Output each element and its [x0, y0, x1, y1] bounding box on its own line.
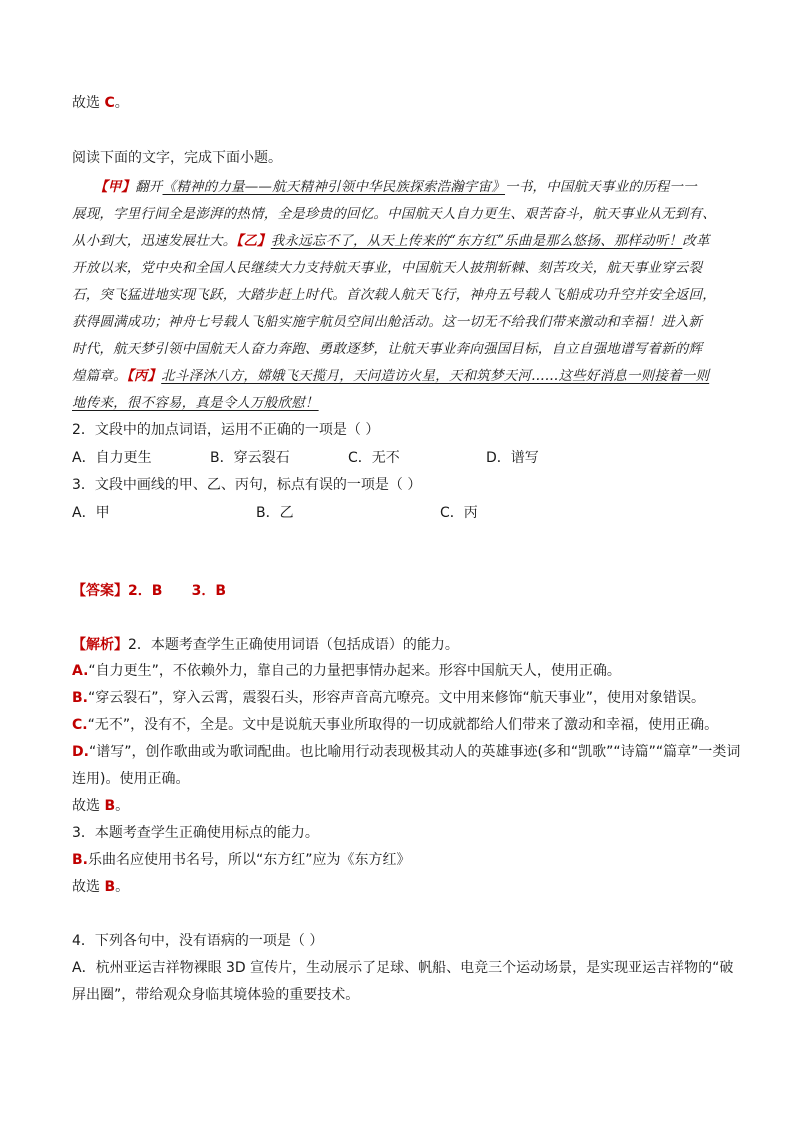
passage-line-9: 地传来，很不容易，真是令人万般欣慰！	[72, 395, 319, 411]
answer-line	[72, 581, 226, 601]
analysis-letter: B.	[72, 690, 88, 706]
analysis-text: “穿云裂石”，穿入云霄，震裂石头，形容声音高亢嘹亮。文中用来修饰“航天事业”，使用对象错误。	[88, 690, 706, 706]
analysis-choose-2	[72, 877, 129, 897]
reading-instruction: 阅读下面的文字，完成下面小题。	[72, 150, 282, 166]
analysis-text: “自力更生”，不依赖外力，靠自己的力量把事情办起来。形容中国航天人，使用正确。	[88, 663, 621, 679]
passage-mark-bing: 【丙】	[126, 368, 162, 384]
q2-option-c[interactable]: C．无不	[348, 450, 400, 466]
passage-text: 一书，中国航天事业的历程一一	[505, 179, 697, 195]
analysis-letter: D.	[72, 744, 89, 760]
passage-text: 煌篇章。	[72, 368, 127, 384]
passage-text: 从小到大，迅速发展壮大。	[72, 233, 237, 249]
answer-prefix: 故选	[72, 95, 105, 111]
analysis-c	[72, 715, 718, 735]
q3-option-b[interactable]: B．乙	[256, 505, 294, 521]
analysis-letter: A.	[72, 663, 89, 679]
answer-letter: B	[104, 798, 116, 814]
answer-suffix: 。	[115, 879, 130, 895]
passage-line-8	[72, 366, 709, 386]
q2-option-d[interactable]: D．谱写	[486, 450, 539, 466]
q4-option-a-line1[interactable]: A．杭州亚运吉祥物裸眼 3D 宣传片，生动展示了足球、帆船、电竞三个运动场景，是实现亚运吉祥物的“破	[72, 960, 734, 976]
analysis-choose-1	[72, 796, 129, 816]
passage-text: 改革	[682, 233, 710, 249]
analysis-heading	[72, 635, 459, 655]
passage-underlined-yi: 我永远忘不了，从天上传来的“东方红”乐曲是那么悠扬、那样动听！	[270, 233, 683, 249]
analysis-d	[72, 742, 740, 762]
analysis-text: “无不”，没有不，全是。文中是说航天事业所取得的一切成就都给人们带来了激动和幸福，使用正确。	[87, 717, 719, 733]
analysis-d-cont: 连用)。使用正确。	[72, 771, 190, 787]
answer-text: 2．B 3．B	[128, 583, 227, 599]
answer-prefix: 故选	[72, 798, 105, 814]
passage-line-7: 时代，航天梦引领中国航天人奋力奔跑、勇敢逐梦，让航天事业奔向强国目标，自立自强地谱写着新的辉	[72, 341, 703, 357]
analysis-head-text: 2．本题考查学生正确使用词语（包括成语）的能力。	[128, 637, 459, 653]
question-4-stem: 4．下列各句中，没有语病的一项是（ ）	[72, 933, 324, 949]
passage-line-1	[94, 177, 697, 197]
answer-suffix: 。	[114, 95, 129, 111]
passage-mark-yi: 【乙】	[236, 233, 271, 249]
analysis-text: “谱写”，创作歌曲或为歌词配曲。也比喻用行动表现极其动人的英雄事迹(多和“凯歌”“诗篇”“篇章”一类词	[88, 744, 741, 760]
q2-option-b[interactable]: B．穿云裂石	[210, 450, 290, 466]
analysis-q3-b	[72, 850, 411, 870]
question-2-stem: 2．文段中的加点词语，运用不正确的一项是（ ）	[72, 422, 380, 438]
q4-option-a-line2[interactable]: 屏出圈”，带给观众身临其境体验的重要技术。	[72, 987, 360, 1003]
analysis-b	[72, 688, 705, 708]
analysis-letter: C.	[72, 717, 88, 733]
passage-mark-jia: 【甲】	[94, 179, 136, 195]
answer-letter: C	[104, 95, 115, 111]
q3-option-a[interactable]: A．甲	[72, 505, 110, 521]
analysis-text: 乐曲名应使用书名号，所以“东方红”应为《东方红》	[88, 852, 411, 868]
answer-suffix: 。	[115, 798, 130, 814]
passage-line-6: 获得圆满成功；神舟七号载人飞船实施宇航员空间出舱活动。这一切无不给我们带来激动和幸福！进入新	[72, 314, 703, 330]
q3-option-c[interactable]: C．丙	[440, 505, 478, 521]
analysis-q3-heading: 3．本题考查学生正确使用标点的能力。	[72, 825, 319, 841]
passage-underlined-jia: 《精神的力量——航天精神引领中华民族探索浩瀚宇宙》	[162, 179, 506, 195]
question-3-stem: 3．文段中画线的甲、乙、丙句，标点有误的一项是（ ）	[72, 477, 422, 493]
passage-line-5: 石，突飞猛进地实现飞跃，大踏步赶上时代。首次载人航天飞行，神舟五号载人飞船成功升空并安全返回，	[72, 287, 716, 303]
passage-line-4: 开放以来，党中央和全国人民继续大力支持航天事业，中国航天人披荆斩棘、刻苦攻关，航天事业穿云裂	[72, 260, 703, 276]
answer-prefix: 故选	[72, 879, 105, 895]
analysis-a	[72, 661, 621, 681]
analysis-letter: B.	[72, 852, 88, 868]
passage-underlined-bing: 北斗泽沐八方，嫦娥飞天揽月，天问造访火星，天和筑梦天河……这些好消息一则接着一则	[161, 368, 710, 384]
passage-line-2: 展现，字里行间全是澎湃的热情，全是珍贵的回忆。中国航天人自力更生、艰苦奋斗，航天事业从无到有、	[72, 206, 716, 222]
passage-line-3	[72, 231, 710, 251]
q2-option-a[interactable]: A．自力更生	[72, 450, 152, 466]
answer-letter: B	[104, 879, 116, 895]
passage-text: 翻开	[135, 179, 163, 195]
analysis-label: 【解析】	[72, 637, 128, 653]
answer-label: 【答案】	[72, 583, 128, 599]
prev-answer-line	[72, 93, 129, 113]
